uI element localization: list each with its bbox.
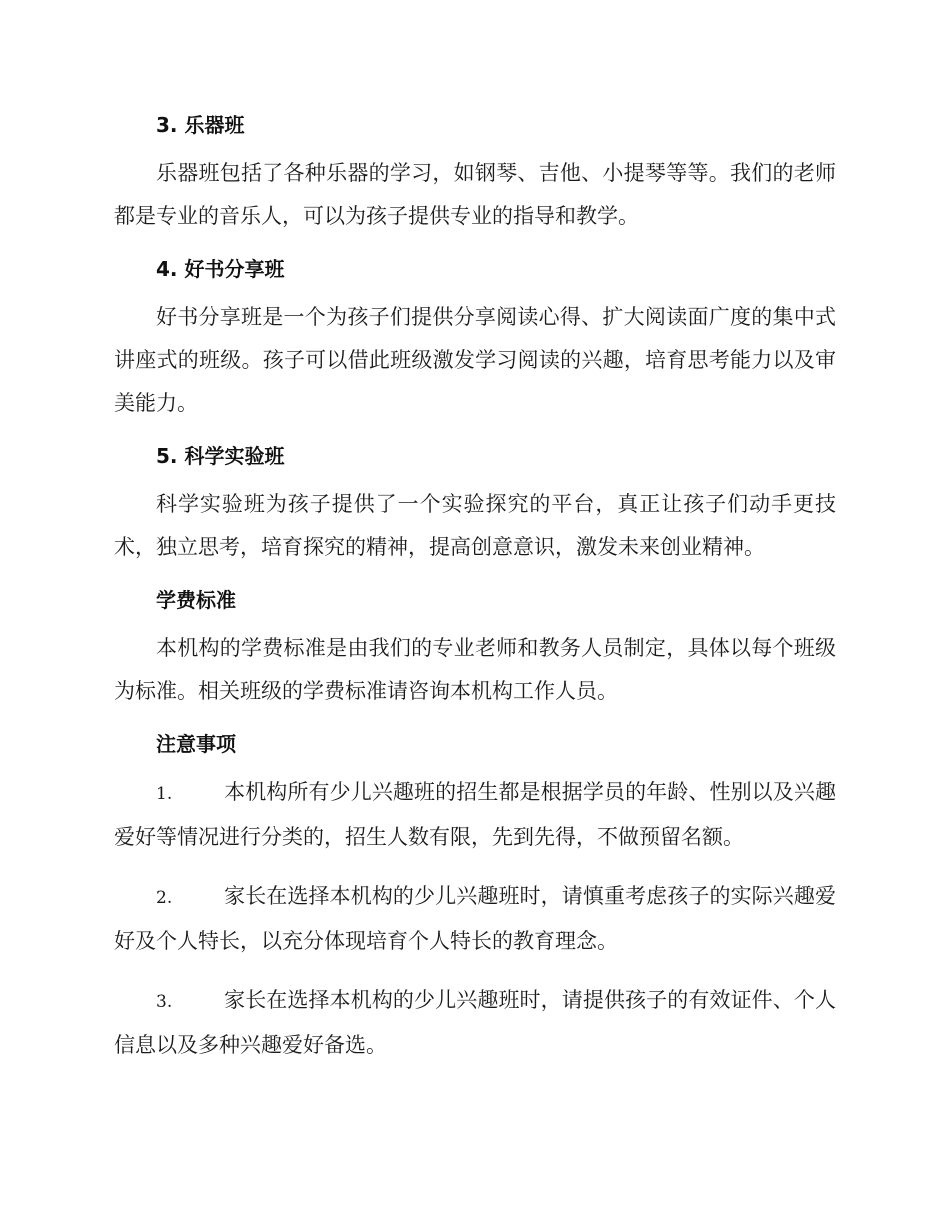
section-notes bbox=[114, 729, 836, 1067]
section-tuition bbox=[114, 585, 836, 713]
section-paragraph: 乐器班包括了各种乐器的学习，如钢琴、吉他、小提琴等等。我们的老师都是专业的音乐人，可以为孩子提供专业的指导和教学。 bbox=[114, 161, 836, 228]
notes-list-item bbox=[114, 771, 836, 859]
list-text: 本机构所有少儿兴趣班的招生都是根据学员的年龄、性别以及兴趣爱好等情况进行分类的，招生人数有限，先到先得，不做预留名额。 bbox=[114, 780, 836, 849]
section-paragraph: 本机构的学费标准是由我们的专业老师和教务人员制定，具体以每个班级为标准。相关班级的学费标准请咨询本机构工作人员。 bbox=[114, 636, 836, 703]
section-heading: 4. 好书分享班 bbox=[156, 257, 285, 281]
section-book-sharing-class bbox=[114, 254, 836, 425]
list-text: 家长在选择本机构的少儿兴趣班时，请慎重考虑孩子的实际兴趣爱好及个人特长，以充分体现培育个人特长的教育理念。 bbox=[114, 884, 836, 953]
section-paragraph: 好书分享班是一个为孩子们提供分享阅读心得、扩大阅读面广度的集中式讲座式的班级。孩子可以借此班级激发学习阅读的兴趣，培育思考能力以及审美能力。 bbox=[114, 305, 836, 415]
section-heading: 学费标准 bbox=[156, 588, 236, 612]
section-science-class bbox=[114, 441, 836, 569]
list-number: 1. bbox=[156, 784, 173, 804]
section-instrument-class bbox=[114, 110, 836, 238]
notes-list-item bbox=[114, 875, 836, 963]
list-number: 2. bbox=[156, 888, 173, 908]
notes-list-item bbox=[114, 979, 836, 1067]
section-heading: 5. 科学实验班 bbox=[156, 444, 285, 468]
section-paragraph: 科学实验班为孩子提供了一个实验探究的平台，真正让孩子们动手更技术，独立思考，培育探究的精神，提高创意意识，激发未来创业精神。 bbox=[114, 492, 836, 559]
notes-heading: 注意事项 bbox=[156, 732, 236, 756]
list-number: 3. bbox=[156, 992, 173, 1012]
list-text: 家长在选择本机构的少儿兴趣班时，请提供孩子的有效证件、个人信息以及多种兴趣爱好备选。 bbox=[114, 988, 836, 1057]
section-heading: 3. 乐器班 bbox=[156, 113, 245, 137]
